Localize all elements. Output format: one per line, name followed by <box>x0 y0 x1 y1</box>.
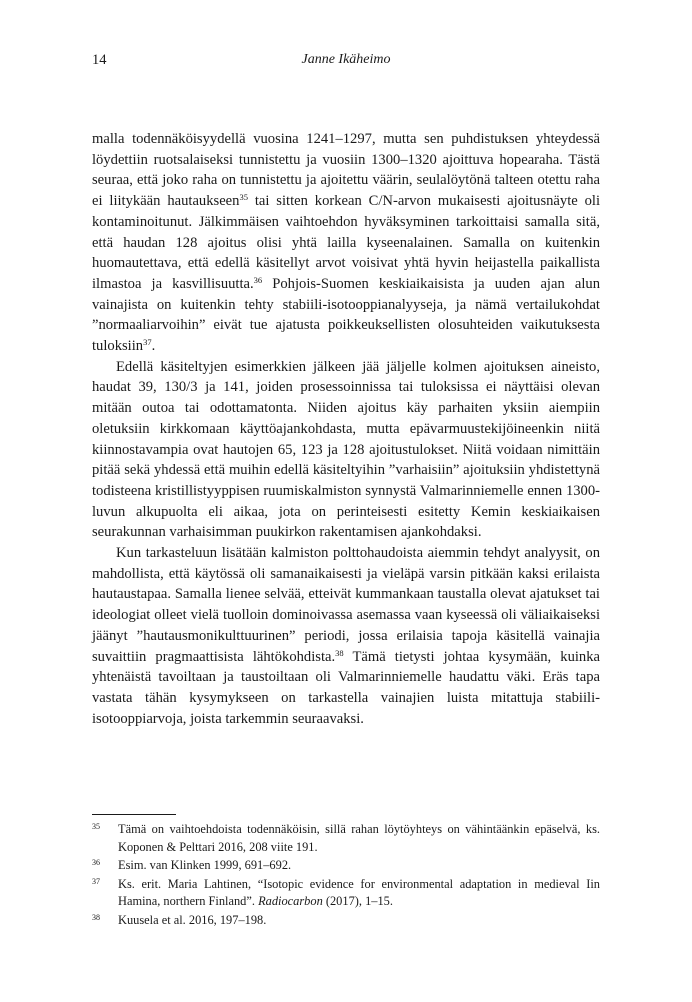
paragraph <box>92 357 600 543</box>
footnote-ref: 37 <box>143 337 152 348</box>
text-run: Edellä käsiteltyjen esimerkkien jälkeen jää jäljelle kolmen ajoituksen aineisto, haudat 39, 130/3 ja 141, joiden prosessoinnissa tai tuloksissa ei näyttäisi olevan mitään outoa tai odottamatonta. Niiden ajoitus käy parhaiten yksiin aiempiin oletuksiin kirkkomaan käyttöajankohdasta, mutta epävarmuustekijöineenkin niitä kiinnostavampia ovat hautojen 65, 123 ja 128 ajoitustulokset. Niitä voidaan nimittäin pitää sekä yhdessä että muihin edellä käsiteltyihin ”varhaisiin” ajoituksiin yhdistettynä todisteena kristillistyyppisen ruumiskalmiston synnystä Valmarinniemelle ennen 1300-luvun alkupuolta eli aikaa, jota on perinteisesti esitetty Kemin keskiaikaisen seurakunnan varhaisimman puukirkon rakentamisen ajankohdaksi. <box>92 358 600 541</box>
footnote-ref: 38 <box>335 647 344 658</box>
text-run: . <box>151 338 156 355</box>
text-run: malla todennäköisyydellä vuosina 1241–1297, mutta sen puhdistuksen yhteydessä löydettiin ruotsalaiseksi tunnistettu ja vuosiin 1300–1320 ajoittuva hopearaha. Tästä seuraa, että joko raha on tunnistettu ja ajoitettu väärin, seulalöytönä talteen otettu raha ei liitykään hautaukseen <box>92 131 600 210</box>
paragraph <box>92 543 600 729</box>
page-number: 14 <box>92 52 107 68</box>
footnote <box>92 821 600 856</box>
footnote-ref: 36 <box>253 274 263 285</box>
footnote <box>92 857 600 875</box>
italic-title: Radiocarbon <box>258 894 323 909</box>
text-run: Kun tarkasteluun lisätään kalmiston polttohaudoista aiemmin tehdyt analyysit, on mahdollista, että käytössä oli samanaikaisesti ja vieläpä varsin pitkään kaksi erilaista hautaustapaa. Samalla lienee selvää, etteivät kummankaan taustalla olevat ajatukset tai ideologiat olleet vielä tuolloin dominoivassa asemassa vaan kyseessä oli väliaikaiseksi jäänyt ”hautausmonikulttuurinen” periodi, jossa erilaisia tapoja käsitellä vainajia suvaittiin pragmaattisista lähtökohdista. <box>92 545 600 665</box>
footnote-text <box>118 822 600 854</box>
footnotes <box>92 821 600 931</box>
text-run: Esim. van Klinken 1999, 691–692. <box>118 858 292 873</box>
footnote <box>92 876 600 911</box>
text-run: tai sitten korkean C/N-arvon mukaisesti ajoitusnäyte oli kontaminoitunut. Jälkimmäisen vaihtoehdon hyväksyminen tarkoittaisi samalla sitä, että haudan 128 ajoitus olisi yhtä lailla kyseenalainen. Samalla on kuitenkin huomautettava, että edellä käsitellyt arvot voisivat yhtä hyvin heijastella paikallista ilmastoa ja kasvillisuutta. <box>92 193 600 292</box>
paragraph <box>92 129 600 357</box>
text-run: Pohjois-Suomen keskiaikaisista ja uuden ajan alun vainajista on kuitenkin tehty stabiili-isotooppianalyyseja, ja nämä vertailukohdat ”normaaliarvoihin” eivät tue ajatusta poikkeuksellisten olosuhteiden vaikutuksesta tuloksiin <box>92 275 600 355</box>
text-run: Tämä tietysti johtaa kysymään, kuinka yhtenäistä tavoiltaan ja taustoiltaan oli Valmarinniemelle haudattu väki. Eräs tapa vastata tähän kysymykseen on tarkastella vainajien luista mitattuja stabiili-isotooppiarvoja, joista tarkemmin seuraavaksi. <box>92 648 600 727</box>
running-head: Janne Ikäheimo <box>301 52 391 67</box>
text-run: Ks. erit. Maria Lahtinen, “Isotopic evidence for environmental adaptation in medieval Iin Hamina, northern Finland”. <box>118 876 600 909</box>
footnote-text <box>118 858 291 872</box>
footnote-number: 37 <box>92 876 100 886</box>
body-text <box>92 129 600 729</box>
footnote-text <box>118 913 266 927</box>
footnote-text <box>118 877 600 909</box>
footnote-number: 35 <box>92 822 100 831</box>
footnote-ref: 35 <box>239 192 248 203</box>
text-run: Kuusela et al. 2016, 197–198. <box>118 912 267 927</box>
text-run: Tämä on vaihtoehdoista todennäköisin, sillä rahan löytöyhteys on vähintäänkin epäselvä, ks. Koponen & Pelttari 2016, 208 viite 191. <box>118 822 600 854</box>
footnote-number: 36 <box>92 858 100 868</box>
footnote-number: 38 <box>92 912 100 922</box>
footnote <box>92 912 600 930</box>
footnote-rule <box>92 814 176 815</box>
text-run: (2017), 1–15. <box>322 894 393 909</box>
